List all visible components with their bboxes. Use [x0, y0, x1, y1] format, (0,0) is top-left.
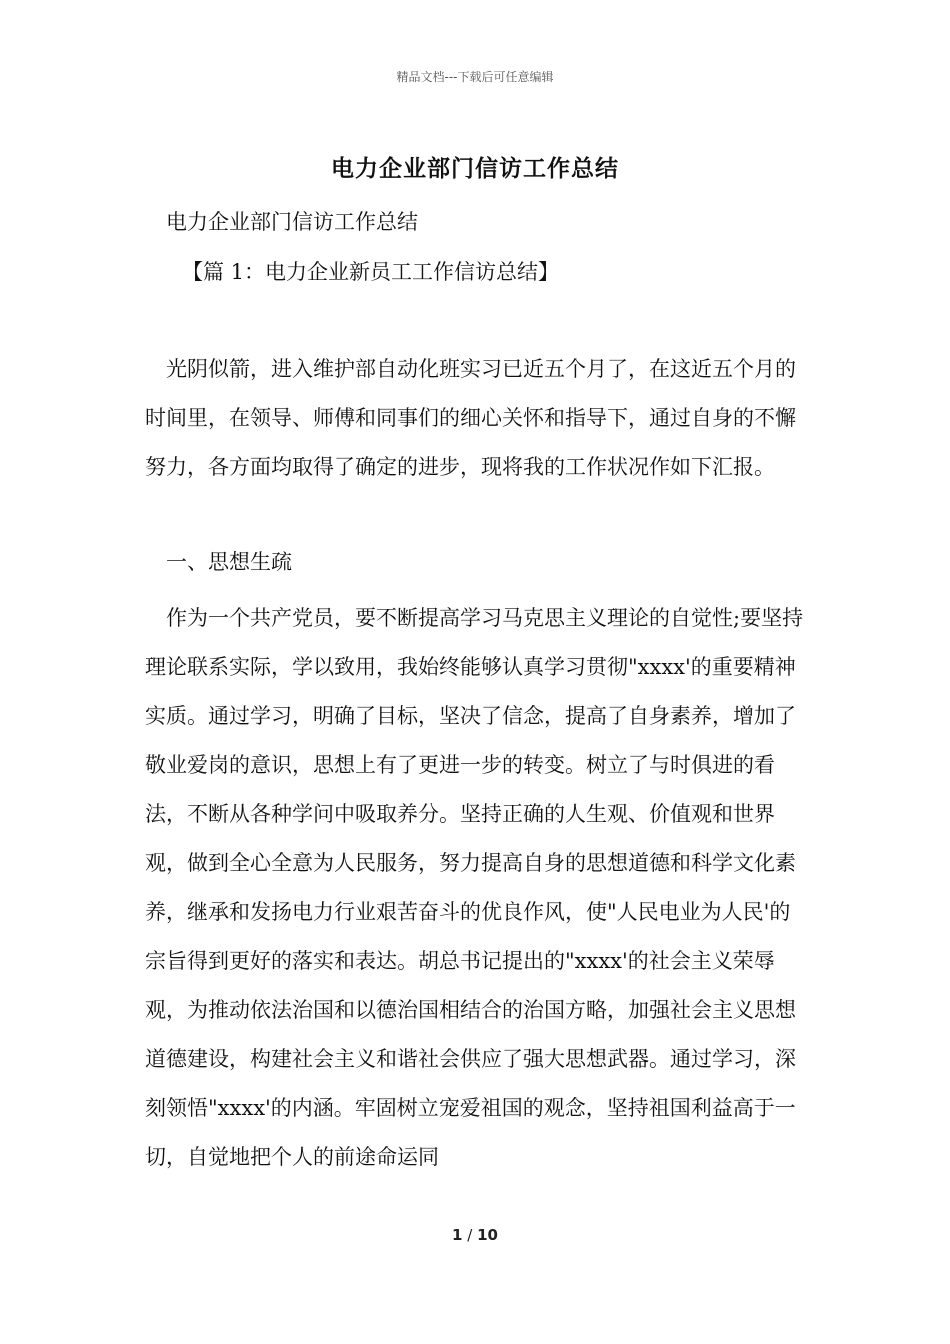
page-number	[0, 1226, 950, 1244]
paragraph-2	[145, 594, 810, 1182]
page-total: 10	[477, 1226, 498, 1244]
chapter-heading: 【篇 1：电力企业新员工工作信访总结】	[182, 260, 560, 284]
document-subtitle: 电力企业部门信访工作总结	[166, 210, 418, 234]
paragraph-1-text: 光阴似箭，进入维护部自动化班实习已近五个月了，在这近五个月的时间里，在领导、师傅和同事们的细心关怀和指导下，通过自身的不懈努力，各方面均取得了确定的进步，现将我的工作状况作如下汇报。	[145, 357, 796, 479]
section-1-heading: 一、思想生疏	[166, 550, 292, 574]
page-separator: /	[462, 1226, 478, 1244]
paragraph-1	[145, 345, 810, 492]
header-note: 精品文档---下载后可任意编辑	[396, 70, 554, 84]
page-current: 1	[452, 1226, 463, 1244]
paragraph-2-text: 作为一个共产党员，要不断提高学习马克思主义理论的自觉性;要坚持理论联系实际，学以致用，我始终能够认真学习贯彻"xxxx'的重要精神实质。通过学习，明确了目标，坚决了信念，提高了自身素养，增加了敬业爱岗的意识，思想上有了更进一步的转变。树立了与时俱进的看法，不断从各种学问中吸取养分。坚持正确的人生观、价值观和世界观，做到全心全意为人民服务，努力提高自身的思想道德和科学文化素养，继承和发扬电力行业艰苦奋斗的优良作风，使"人民电业为人民'的宗旨得到更好的落实和表达。胡总书记提出的"xxxx'的社会主义荣辱观，为推动依法治国和以德治国相结合的治国方略，加强社会主义思想道德建设，构建社会主义和谐社会供应了强大思想武器。通过学习，深刻领悟"xxxx'的内涵。牢固树立宠爱祖国的观念，坚持祖国利益高于一切，自觉地把个人的前途命运同	[145, 606, 804, 1169]
document-title: 电力企业部门信访工作总结	[331, 155, 619, 182]
